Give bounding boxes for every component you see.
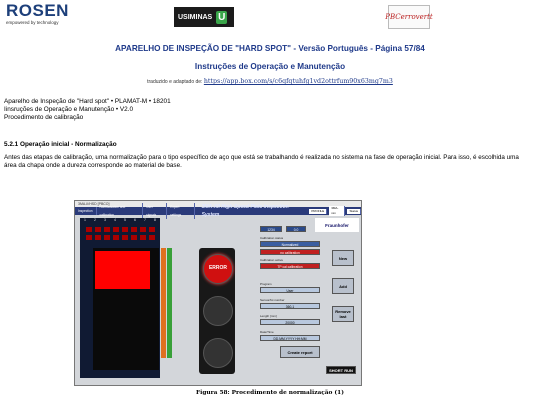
bottom-lamp	[203, 338, 233, 368]
sensor-indicator	[122, 227, 128, 232]
software-screenshot	[74, 200, 362, 386]
sensor-indicator	[86, 235, 92, 240]
sensor-indicator	[113, 227, 119, 232]
sensor-indicator	[95, 227, 101, 232]
meta-line-3: Procedimento de calibração	[4, 114, 84, 122]
figure-caption: Figura 58: Procedimento de normalização (1)	[196, 390, 344, 396]
remove-last-button[interactable]: Remove last	[332, 306, 354, 322]
length-label: Length [mm]	[260, 314, 277, 318]
translation-note	[0, 78, 540, 85]
menu-expert-settings[interactable]: Expert settings	[167, 203, 194, 219]
sensor-indicator	[149, 227, 155, 232]
menu-user-signals[interactable]: User signals	[143, 203, 167, 219]
sensor-panel	[80, 218, 160, 378]
hardness-map	[93, 248, 159, 370]
calibration-active-field: TP cal calibration	[260, 263, 320, 269]
usiminas-mark-icon: U	[218, 11, 226, 23]
sensor-number: 6	[134, 218, 136, 222]
sensor-field[interactable]: 360-1	[260, 303, 320, 309]
new-button[interactable]: New	[332, 250, 354, 266]
translation-prefix: traduzido e adaptado de:	[147, 79, 203, 85]
page-title: APARELHO DE INSPEÇÃO DE "HARD SPOT" - Versão Português - Página 57/84	[115, 44, 425, 53]
create-report-button[interactable]: Create report	[280, 346, 320, 358]
length-field[interactable]: 20000	[260, 319, 320, 325]
level-bars	[161, 248, 175, 358]
sensor-indicator	[131, 235, 137, 240]
status-panel	[179, 218, 257, 380]
meta-line-1: Aparelho de Inspeção de "Hard spot" • PLAMAT-M • 18201	[4, 98, 171, 105]
traffic-light	[199, 248, 235, 374]
body-paragraph: Antes das etapas de calibração, uma normalização para o tipo específico de aço que está se trabalhando é realizada no sistema na fase de operação inicial. Para isso, é escolhida uma área da chapa onde a dureza corresponde ao material de base.	[4, 154, 519, 170]
sensor-number: 1	[84, 218, 86, 222]
hardness-region	[95, 251, 150, 289]
sensor-number: 5	[124, 218, 126, 222]
sensor-label: Sensor/Ist number	[260, 298, 285, 302]
document-meta	[4, 98, 171, 123]
sensor-number: 2	[94, 218, 96, 222]
sensor-indicator	[104, 235, 110, 240]
add-button[interactable]: Add	[332, 278, 354, 294]
sensor-number: 4	[114, 218, 116, 222]
program-field[interactable]: User	[260, 287, 320, 293]
rosen-logo-text: ROSEN	[6, 1, 69, 20]
error-lamp	[203, 254, 233, 284]
chip-status: Status	[347, 209, 361, 214]
level-bar-orange	[161, 248, 166, 358]
fraunhofer-text: Fraunhofer	[325, 222, 349, 228]
chip-profile: PROFILE	[309, 209, 327, 214]
sensor-indicator	[140, 235, 146, 240]
program-label: Program	[260, 282, 272, 286]
usiminas-logo-text: USIMINAS	[178, 13, 213, 21]
sensor-number: 3	[104, 218, 106, 222]
level-bar-green	[167, 248, 172, 358]
sensor-indicator	[86, 227, 92, 232]
source-link[interactable]: https://app.box.com/s/c6qfqtuhfg1vd2ottrfum90x63mg7m3	[203, 78, 393, 85]
sensor-indicator	[149, 235, 155, 240]
page-subtitle: Instruções de Operação e Manutenção	[194, 62, 346, 71]
window-title: 3MA-II/HSD [PBCO]	[75, 201, 361, 207]
meta-line-2: Iinsruções de Operação e Manutenção • V2.0	[4, 106, 134, 114]
sensor-indicator	[131, 227, 137, 232]
system-banner: 3MA-XII High-Speed Plate Inspection System	[201, 204, 289, 218]
position-field: 1234	[260, 226, 282, 232]
fraunhofer-logo	[315, 218, 359, 232]
date-label: Date/Time	[260, 330, 274, 334]
calibration-status-field: Normalized	[260, 241, 320, 247]
calibration-status2-field: no calibration	[260, 249, 320, 255]
sensor-number: 8	[154, 218, 156, 222]
rosen-tagline: empowered by technology	[6, 20, 59, 25]
sensor-indicator	[113, 235, 119, 240]
usiminas-logo	[174, 7, 234, 27]
control-panel	[260, 218, 360, 380]
sensor-indicator	[140, 227, 146, 232]
sensor-number: 7	[144, 218, 146, 222]
calibration-active-label: Calibration active	[260, 258, 284, 262]
menu-inspection[interactable]: Inspection	[75, 207, 97, 215]
calibration-status-label: Calibration status	[260, 236, 284, 240]
sensor-indicator	[122, 235, 128, 240]
error-label: ERROR	[208, 265, 228, 271]
sensor-indicator	[95, 235, 101, 240]
section-heading: 5.2.1 Operação inicial - Normalização	[4, 141, 117, 148]
short-run-button[interactable]: SHORT RUN	[326, 366, 356, 374]
chip-3ma: 3MA-xxx	[329, 206, 345, 216]
middle-lamp	[203, 296, 233, 326]
sensor-numbers	[80, 218, 160, 224]
menu-normalisation[interactable]: Normalisation and calibration	[97, 203, 144, 219]
sensor-indicator	[104, 227, 110, 232]
speed-field: 0.0	[286, 226, 306, 232]
rosen-logo	[6, 2, 69, 25]
right-logo: PBCerrovertt	[388, 5, 430, 29]
date-field[interactable]: DD.MM.YYYY HH:MM	[260, 335, 320, 341]
